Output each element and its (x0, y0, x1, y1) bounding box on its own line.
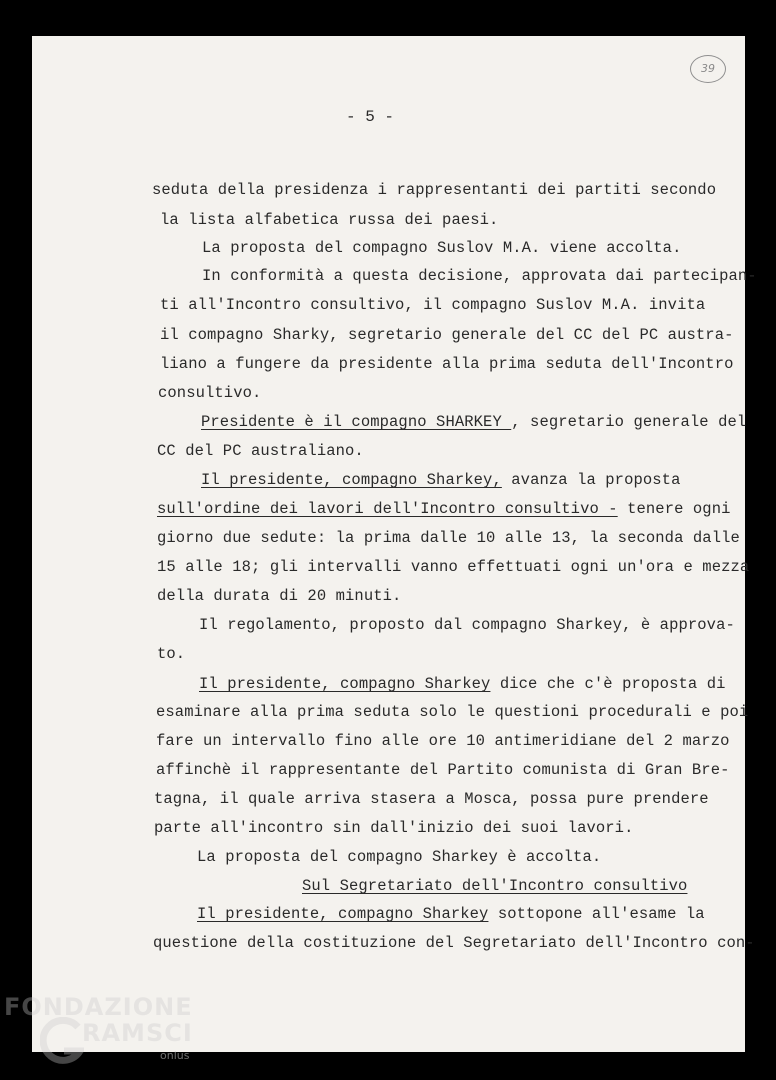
line-text: dice che c'è proposta di (490, 675, 726, 693)
line-text: della durata di 20 minuti. (157, 587, 402, 605)
line-text: to. (157, 645, 186, 663)
line-text: sottopone all'esame la (488, 905, 705, 923)
line-text: tenere ogni (617, 500, 731, 518)
text-line (157, 586, 401, 606)
text-line (152, 180, 716, 200)
text-line (202, 238, 681, 258)
line-text: tagna, il quale arriva stasera a Mosca, possa pure prendere (154, 790, 709, 808)
watermark-onlus: onlus (160, 1049, 190, 1062)
line-text: fare un intervallo fino alle ore 10 antimeridiane del 2 marzo (156, 732, 730, 750)
line-text: giorno due sedute: la prima dalle 10 alle 13, la seconda dalle (157, 529, 740, 547)
text-line (201, 412, 746, 432)
line-text: esaminare alla prima seduta solo le questioni procedurali e poi (156, 703, 749, 721)
line-text: La proposta del compagno Sharkey è accolta. (197, 848, 602, 866)
text-line (157, 528, 740, 548)
text-line (160, 295, 705, 315)
text-line (158, 383, 261, 403)
line-text: ti all'Incontro consultivo, il compagno Suslov M.A. invita (160, 296, 706, 314)
line-text: affinchè il rappresentante del Partito comunista di Gran Bre- (156, 761, 730, 779)
fondazione-gramsci-watermark (4, 993, 204, 1073)
text-line (157, 557, 749, 577)
text-line (157, 499, 731, 519)
text-line (157, 644, 185, 664)
archive-stamp: 39 (690, 55, 726, 83)
line-text: liano a fungere da presidente alla prima seduta dell'Incontro (160, 355, 734, 373)
text-line (197, 904, 705, 924)
text-line (202, 266, 757, 286)
underlined-text: sull'ordine dei lavori dell'Incontro consultivo - (157, 500, 618, 518)
underlined-text: Il presidente, compagno Sharkey (199, 675, 491, 693)
text-line (153, 933, 755, 953)
underlined-text: Il presidente, compagno Sharkey (197, 905, 489, 923)
text-line (197, 847, 601, 867)
text-line (160, 354, 734, 374)
text-line (199, 674, 726, 694)
text-line (156, 760, 730, 780)
line-text: questione della costituzione del Segretariato dell'Incontro con- (153, 934, 755, 952)
line-text: 15 alle 18; gli intervalli vanno effettuati ogni un'ora e mezza (157, 558, 750, 576)
page-number: - 5 - (346, 108, 395, 126)
text-line (156, 731, 730, 751)
watermark-line-1: FONDAZIONE (4, 993, 193, 1021)
line-text: avanza la proposta (501, 471, 681, 489)
text-line (154, 789, 709, 809)
text-line (201, 470, 681, 490)
line-text: la lista alfabetica russa dei paesi. (160, 211, 499, 229)
line-text: seduta della presidenza i rappresentanti dei partiti secondo (152, 181, 717, 199)
text-line (154, 818, 633, 838)
watermark-line-2: RAMSCI (82, 1019, 193, 1047)
underlined-text: Sul Segretariato dell'Incontro consultivo (302, 877, 688, 895)
underlined-text: Presidente è il compagno SHARKEY (201, 413, 512, 431)
underlined-text: Il presidente, compagno Sharkey, (201, 471, 502, 489)
line-text: Il regolamento, proposto dal compagno Sharkey, è approva- (199, 616, 735, 634)
line-text: , segretario generale del (511, 413, 747, 431)
text-line (157, 441, 364, 461)
text-line (156, 702, 748, 722)
line-text: CC del PC australiano. (157, 442, 364, 460)
text-line (160, 325, 734, 345)
line-text: In conformità a questa decisione, approvata dai partecipan- (202, 267, 757, 285)
text-line (199, 615, 735, 635)
line-text: consultivo. (158, 384, 262, 402)
line-text: parte all'incontro sin dall'inizio dei suoi lavori. (154, 819, 634, 837)
line-text: il compagno Sharky, segretario generale del CC del PC austra- (160, 326, 734, 344)
line-text: La proposta del compagno Suslov M.A. viene accolta. (202, 239, 682, 257)
text-line (302, 876, 687, 896)
text-line (160, 210, 498, 230)
gramsci-g-logo-icon (40, 1017, 84, 1069)
